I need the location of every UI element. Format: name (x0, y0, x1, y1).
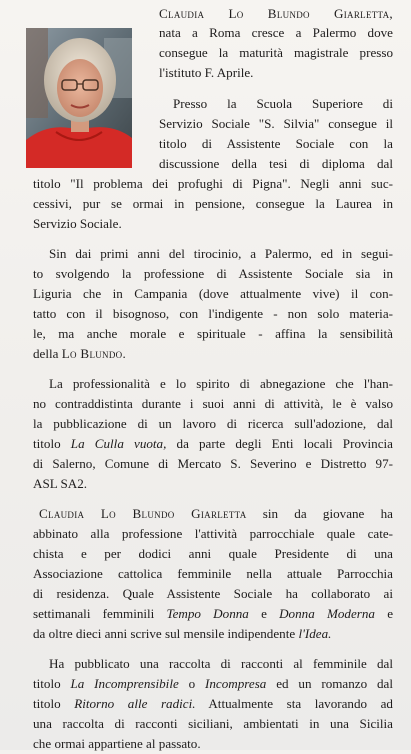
intro-name-line (159, 4, 393, 24)
magazine-title: l'Idea. (298, 626, 332, 641)
text-line: no contraddistinta durante i suoi anni di attività, le è valso (33, 396, 393, 411)
text-line: da oltre dieci anni scrive sul mensile indipendente l'Idea. (33, 626, 332, 641)
author-name: Claudia Lo Blundo Giarletta, (159, 6, 393, 21)
text-line: consegue la maturità magistrale presso (159, 45, 393, 60)
text-line: titolo La Incomprensibile o Incompresa ed un romanzo dal (33, 676, 393, 691)
text-line: ASL SA2. (33, 476, 88, 491)
text-line: titolo di Assistente Sociale con la (159, 136, 393, 151)
text-line: La professionalità e lo spirito di abnegazione che l'han- (49, 376, 393, 391)
text-line: l'istituto F. Aprile. (159, 65, 254, 80)
text-line: Presso la Scuola Superiore di (173, 96, 393, 111)
magazine-title: Tempo Donna (166, 606, 249, 621)
text-line: di Salerno, Comune di Mercato S. Severino e Distretto 97- (33, 456, 393, 471)
text-line: Ha pubblicato una raccolta di racconti al femminile dal (49, 656, 393, 671)
text-line: Liguria che in Campania (dove attualmente vive) il con- (33, 286, 393, 301)
book-title: La Incomprensibile (70, 676, 179, 691)
text-line: titolo La Culla vuota, da parte degli Enti locali Provincia (33, 436, 393, 451)
text-line: settimanali femminili Tempo Donna e Donna Moderna e (33, 606, 393, 621)
text-line: una raccolta di racconti siciliani, ambientati in una Sicilia (33, 716, 393, 731)
text-line: Associazione cattolica femminile nella attuale Parrocchia (33, 566, 393, 581)
text-line: to svolgendo la professione di Assistente Sociale sia in (33, 266, 393, 281)
text-line: che ormai appartiene al passato. (33, 736, 201, 751)
text-line: tatto con il bisognoso, con l'indigente - non solo materia- (33, 306, 393, 321)
text-line: la pubblicazione di un lavoro di ricerca sull'adozione, dal (33, 416, 393, 431)
text-line: Sin dai primi anni del tirocinio, a Palermo, ed in segui- (49, 246, 393, 261)
book-title: Incompresa (205, 676, 267, 691)
text-line: le, ma anche morale e spirituale - affina la sensibilità (33, 326, 393, 341)
author-name: Lo Blundo (61, 346, 123, 361)
book-title: Ritorno alle radici. (74, 696, 196, 711)
text-line: abbinato alla professione l'attività parrocchiale quale cate- (33, 526, 393, 541)
text-line: chista e per dodici anni quale Presidente di una (33, 546, 393, 561)
text-line: di residenza. Quale Assistente Sociale ha collaborato ai (33, 586, 393, 601)
text-line: Servizio Sociale. (33, 216, 122, 231)
text-line: nata a Roma cresce a Palermo dove (159, 25, 393, 40)
text-line: titolo Ritorno alle radici. Attualmente sta lavorando ad (33, 696, 393, 711)
book-title: La Culla vuota, (70, 436, 167, 451)
author-photo (26, 28, 132, 168)
text-line: titolo "Il problema dei profughi di Pigna". Negli anni suc- (33, 176, 393, 191)
text-line: discussione della tesi di diploma dal (159, 156, 393, 171)
text-line: Claudia Lo Blundo Giarletta sin da giovane ha (39, 506, 393, 521)
text-line: della Lo Blundo. (33, 346, 126, 361)
author-name: Claudia Lo Blundo Giarletta (39, 506, 247, 521)
magazine-title: Donna Moderna (279, 606, 375, 621)
text-line: Servizio Sociale "S. Silvia" consegue il (159, 116, 393, 131)
text-line: cessivi, pur se ormai in pensione, consegue la Laurea in (33, 196, 393, 211)
